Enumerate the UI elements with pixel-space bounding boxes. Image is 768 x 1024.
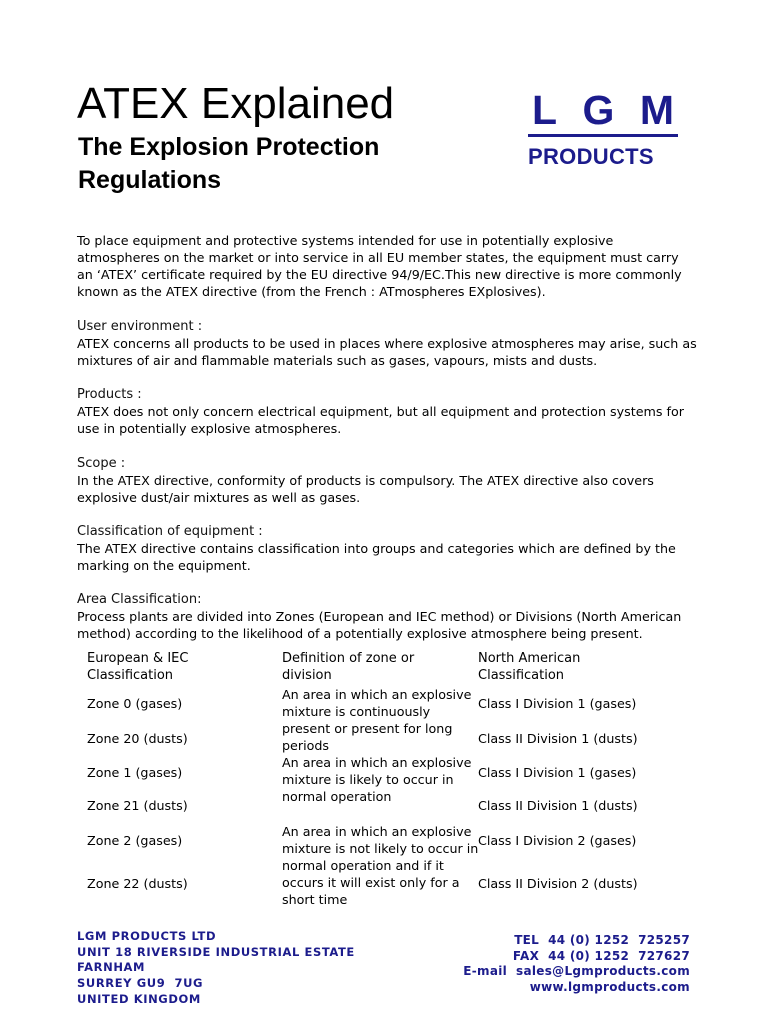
section-heading: User environment :	[77, 319, 203, 334]
section-body: In the ATEX directive, conformity of products is compulsory. The ATEX directive also covers explosive dust/air mixtures as well as gases.	[77, 473, 654, 505]
section-scope	[77, 455, 697, 506]
table-cell-na-class: Class I Division 2 (gases)	[478, 833, 637, 848]
page-subtitle: The Explosion Protection Regulations	[78, 133, 380, 194]
table-cell-na-class: Class II Division 1 (dusts)	[478, 731, 638, 746]
table-cell-eu-zone: Zone 22 (dusts)	[87, 876, 188, 891]
table-cell-eu-zone: Zone 20 (dusts)	[87, 731, 188, 746]
table-cell-na-class: Class II Division 1 (dusts)	[478, 798, 638, 813]
table-header-european: European & IEC Classification	[87, 651, 189, 683]
table-cell-na-class: Class I Division 1 (gases)	[478, 696, 637, 711]
company-name: LGM PRODUCTS LTD	[77, 929, 217, 943]
section-classification-of-equipment	[77, 523, 697, 574]
section-body: The ATEX directive contains classification into groups and categories which are defined by the marking on the equipment.	[77, 541, 676, 573]
address-line: UNITED KINGDOM	[77, 991, 201, 1006]
website-link[interactable]: www.lgmproducts.com	[529, 980, 690, 995]
table-header-definition: Definition of zone or division	[282, 651, 415, 683]
table-cell-definition: An area in which an explosive mixture is not likely to occur in normal operation and if it occurs it will exist only for a short time	[282, 824, 479, 907]
logo-rule	[528, 134, 678, 137]
logo-letters	[528, 88, 678, 132]
lgm-logo	[528, 88, 678, 171]
intro-paragraph: To place equipment and protective systems intended for use in potentially explosive atmospheres on the market or into service in all EU member states, the equipment must carry an ‘ATEX’ certificate required by the EU directive 94/9/EC.This new directive is more commonly known as the ATEX directive (from the French : ATmospheres EXplosives).	[77, 233, 682, 299]
footer-address	[77, 929, 355, 1008]
table-cell-na-class: Class II Division 2 (dusts)	[478, 876, 638, 891]
section-heading: Area Classification:	[77, 592, 202, 607]
section-area-classification	[77, 591, 697, 642]
table-cell-na-class: Class I Division 1 (gases)	[478, 765, 637, 780]
section-heading: Classification of equipment :	[77, 524, 263, 539]
table-cell-eu-zone: Zone 0 (gases)	[87, 696, 183, 711]
logo-letter-l: L	[532, 87, 558, 133]
fax-number: FAX 44 (0) 1252 727627	[512, 948, 690, 963]
table-cell-definition: An area in which an explosive mixture is continuously present or present for long periods	[282, 687, 472, 753]
logo-letter-m: M	[639, 87, 674, 133]
table-cell-eu-zone: Zone 2 (gases)	[87, 833, 183, 848]
table-cell-eu-zone: Zone 1 (gases)	[87, 765, 183, 780]
section-body: ATEX concerns all products to be used in places where explosive atmospheres may arise, such as mixtures of air and flammable materials such as gases, vapours, mists and dusts.	[77, 336, 697, 368]
table-cell-definition: An area in which an explosive mixture is likely to occur in normal operation	[282, 755, 472, 804]
logo-letter-g: G	[582, 87, 615, 133]
section-products	[77, 386, 697, 437]
section-body: ATEX does not only concern electrical equipment, but all equipment and protection systems for use in potentially explosive atmospheres.	[77, 404, 684, 436]
address-line: SURREY GU9 7UG	[77, 976, 204, 991]
page-title: ATEX Explained	[77, 79, 395, 128]
section-heading: Products :	[77, 387, 142, 402]
table-cell-eu-zone: Zone 21 (dusts)	[87, 798, 188, 813]
telephone-number: TEL 44 (0) 1252 725257	[514, 933, 690, 947]
footer-contact	[463, 933, 690, 996]
logo-products-text: PRODUCTS	[528, 144, 654, 169]
section-heading: Scope :	[77, 456, 126, 471]
address-line: UNIT 18 RIVERSIDE INDUSTRIAL ESTATE	[77, 944, 355, 959]
section-user-environment	[77, 318, 697, 369]
section-body: Process plants are divided into Zones (European and IEC method) or Divisions (North American method) according to the likelihood of a potentially explosive atmosphere being present.	[77, 609, 682, 641]
email-link[interactable]: E-mail sales@Lgmproducts.com	[463, 964, 690, 979]
address-line: FARNHAM	[77, 960, 146, 975]
table-header-north-american: North American Classification	[478, 651, 581, 683]
